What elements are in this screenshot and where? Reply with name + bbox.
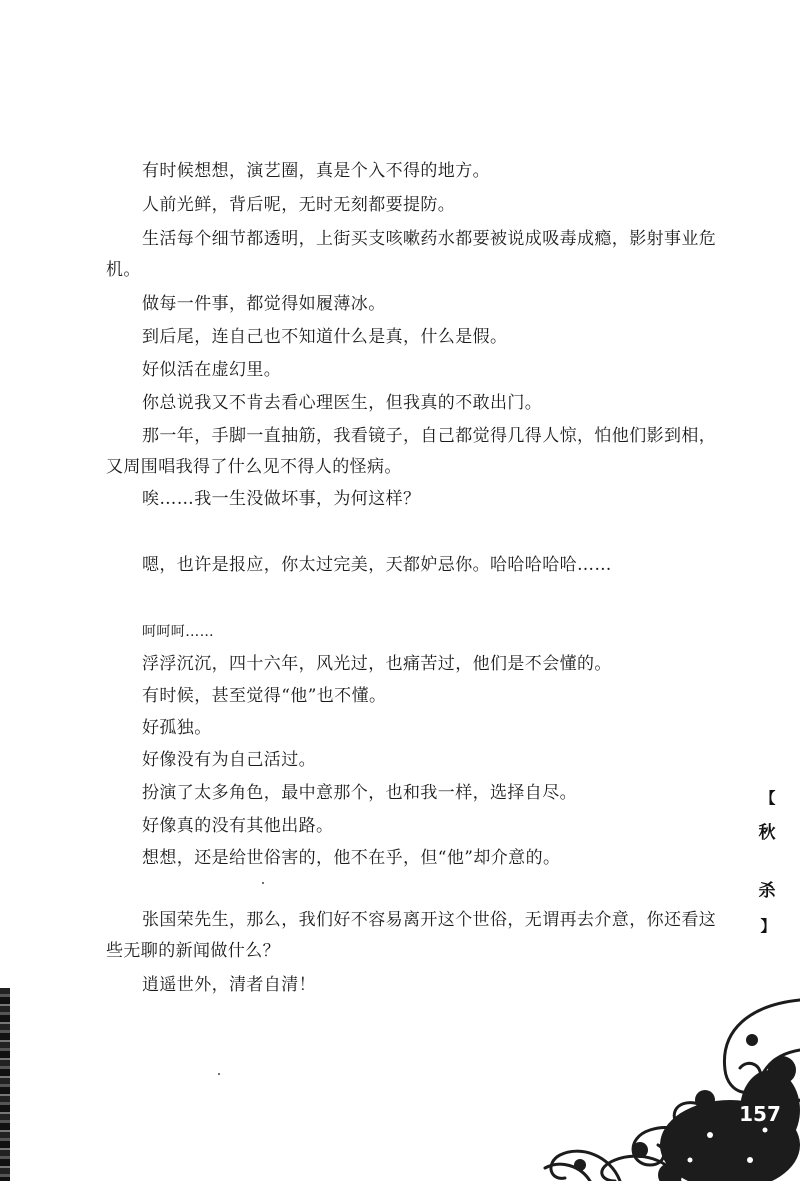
paragraph: 想想，还是给世俗害的，他不在乎，但“他”却介意的。 bbox=[142, 848, 561, 868]
paragraph: 那一年，手脚一直抽筋，我看镜子，自己都觉得几得人惊，怕他们影到相，又周围唱我得了什么见不得人的怪病。 bbox=[106, 426, 717, 477]
paragraph: 生活每个细节都透明，上街买支咳嗽药水都要被说成吸毒成瘾，影射事业危机。 bbox=[106, 229, 717, 280]
page-number: 157 bbox=[739, 1102, 781, 1126]
paragraph: 人前光鲜，背后呢，无时无刻都要提防。 bbox=[142, 195, 456, 215]
paragraph: 好孤独。 bbox=[142, 718, 212, 738]
chapter-side-title bbox=[752, 789, 782, 935]
side-title-char: 秋 bbox=[758, 823, 776, 843]
paragraph: 好像没有为自己活过。 bbox=[142, 750, 316, 770]
side-title-open-bracket: 【 bbox=[760, 789, 774, 807]
paragraph: 浮浮沉沉，四十六年，风光过，也痛苦过，他们是不会懂的。 bbox=[142, 654, 612, 674]
left-edge-decoration bbox=[0, 988, 10, 1181]
print-speck bbox=[262, 882, 264, 884]
paragraph: 嗯，也许是报应，你太过完美，天都妒忌你。哈哈哈哈哈…… bbox=[142, 555, 612, 575]
paragraph: 好似活在虚幻里。 bbox=[142, 360, 282, 380]
print-speck bbox=[218, 1073, 220, 1075]
paragraph: 唉……我一生没做坏事，为何这样？ bbox=[142, 489, 421, 509]
paragraph: 有时候，甚至觉得“他”也不懂。 bbox=[142, 686, 387, 706]
side-title-char: 杀 bbox=[758, 881, 776, 901]
paragraph: 做每一件事，都觉得如履薄冰。 bbox=[142, 294, 386, 314]
side-title-close-bracket: 】 bbox=[760, 917, 774, 935]
paragraph: 到后尾，连自己也不知道什么是真，什么是假。 bbox=[142, 327, 508, 347]
paragraph: 你总说我又不肯去看心理医生，但我真的不敢出门。 bbox=[142, 393, 543, 413]
paragraph: 张国荣先生，那么，我们好不容易离开这个世俗，无谓再去介意，你还看这些无聊的新闻做什么？ bbox=[106, 910, 717, 961]
paragraph: 扮演了太多角色，最中意那个，也和我一样，选择自尽。 bbox=[142, 783, 577, 803]
floral-corner-ornament bbox=[520, 960, 800, 1181]
paragraph: 好像真的没有其他出路。 bbox=[142, 816, 334, 836]
paragraph: 逍遥世外，清者自清！ bbox=[142, 975, 316, 995]
paragraph: 呵呵呵…… bbox=[142, 624, 214, 640]
paragraph: 有时候想想，演艺圈，真是个入不得的地方。 bbox=[142, 161, 490, 181]
